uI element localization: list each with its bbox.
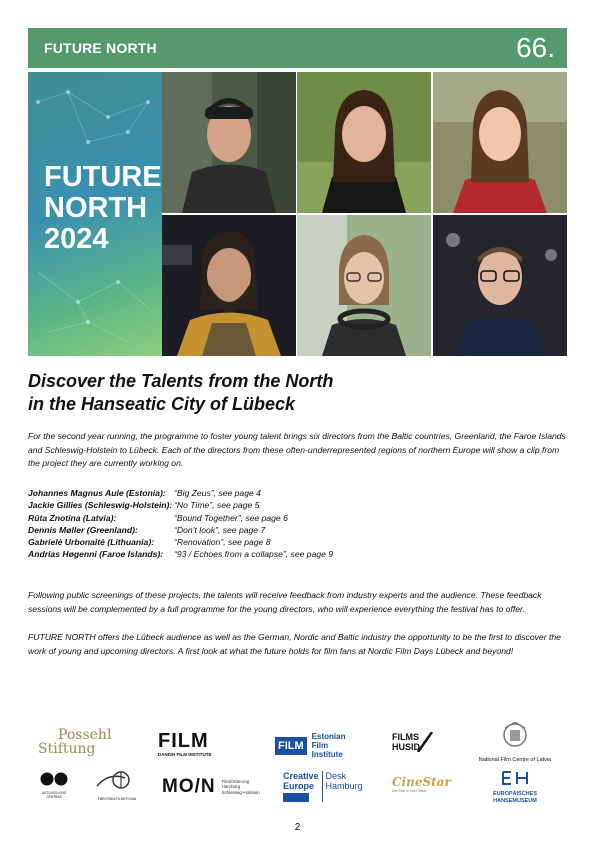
brand-line-2: NORTH [44,192,148,224]
eh-monogram-icon [500,770,530,786]
director-photo-1 [162,72,296,213]
cinestar-logo: CineStar Der Star in Ihrer Stadt [392,775,451,793]
director-photo-2 [297,72,431,213]
director-name: Gabrielė Urbonaitė (Lithuania): [28,537,155,548]
section-title: FUTURE NORTH [44,40,157,56]
director-film: “93 / Echoes from a collapse”, see page 9 [174,549,334,560]
page-number: 2 [294,822,301,833]
director-photo-6 [433,215,567,356]
ram-emblem-icon [95,770,139,792]
coat-of-arms-icon [501,722,529,752]
article-headline [28,370,333,416]
brand-line-3: 2024 [44,223,109,255]
brand-title [44,162,162,255]
headline-line-2: in the Hanseatic City of Lübeck [28,394,296,414]
director-name: Jackie Gillies (Schleswig-Holstein): [28,500,173,511]
director-film: “Renovation”, see page 8 [174,537,271,548]
director-row [28,512,333,524]
director-film: “No Time”, see page 5 [174,500,260,511]
headline-line-1: Discover the Talents from the North [28,371,334,391]
director-name: Johannes Magnus Aule (Estonia): [28,488,166,498]
possehl-stiftung-logo: Possehl Stiftung [38,727,112,757]
slash-mark-icon [416,732,436,752]
director-photo-5 [297,215,431,356]
brand-line-1: FUTURE [44,161,162,193]
closing-paragraph: FUTURE NORTH offers the Lübeck audience as well as the German, Nordic and Baltic industry the opportunity to be the first to discover the work of young and upcoming directors. A first look at what the future holds for film fans at Nordic Film Days Lübeck and beyond! [28,632,561,656]
director-film: “Don’t look”, see page 7 [174,524,266,535]
feedback-paragraph: Following public screenings of these projects, the talents will receive feedback from industry experts and the audience. These feedback sessions will be complemented by a full programme for the young directors, who will experience everything the festival has to offer. [28,590,542,614]
director-row [28,499,333,511]
director-name: Rūta Znotina (Latvia): [28,512,117,523]
page-label: 66. [516,32,555,63]
estonian-film-institute-logo: FILM Estonian Film Institute [275,732,345,759]
director-photo-4 [162,215,296,356]
director-name: Dennis Møller (Greenland): [28,524,138,535]
lithuanian-film-centre-logo: LIETUVOS KINO CENTRAS [38,772,70,799]
director-film: “Big Zeus”, see page 4 [174,488,261,498]
moin-filmfoerderung-logo: MO/N Filmförderung Hamburg Schleswig-Holstein [162,776,260,797]
director-film: “Bound Together”, see page 6 [174,512,288,523]
double-circle-icon [38,772,70,786]
directors-list [28,487,333,561]
creative-europe-desk-logo: Creative Europe Desk Hamburg [283,771,363,802]
films-husid-logo: FILMS HUSID [392,732,420,752]
faroese-film-logo: FØROYSKA FILMSTOVAN [93,770,141,801]
section-header [28,28,567,68]
director-photo-3 [433,72,567,213]
director-row [28,487,333,499]
director-row [28,524,333,536]
director-row [28,536,333,548]
director-name: Andrias Høgenni (Faroe Islands): [28,549,164,560]
europaeisches-hansemuseum-logo: EUROPÄISCHES HANSEMUSEUM [480,770,550,804]
national-film-centre-latvia-logo: National Film Centre of Latvia [470,722,560,763]
intro-paragraph: For the second year running, the programme to foster young talent brings six directors from the Baltic countries, Greenland, the Faroe Islands and Schleswig-Holstein to Lübeck. Each of the directors from these often-underrepresented regions of northern Europe will show a clip from the project they are currently working on. [28,431,566,468]
future-north-brand-panel [28,72,162,356]
hero-collage [28,72,567,356]
director-row [28,548,333,560]
danish-film-institute-logo: FILM DANISH FILM INSTITUTE [158,730,212,757]
eu-flag-icon [283,793,309,802]
